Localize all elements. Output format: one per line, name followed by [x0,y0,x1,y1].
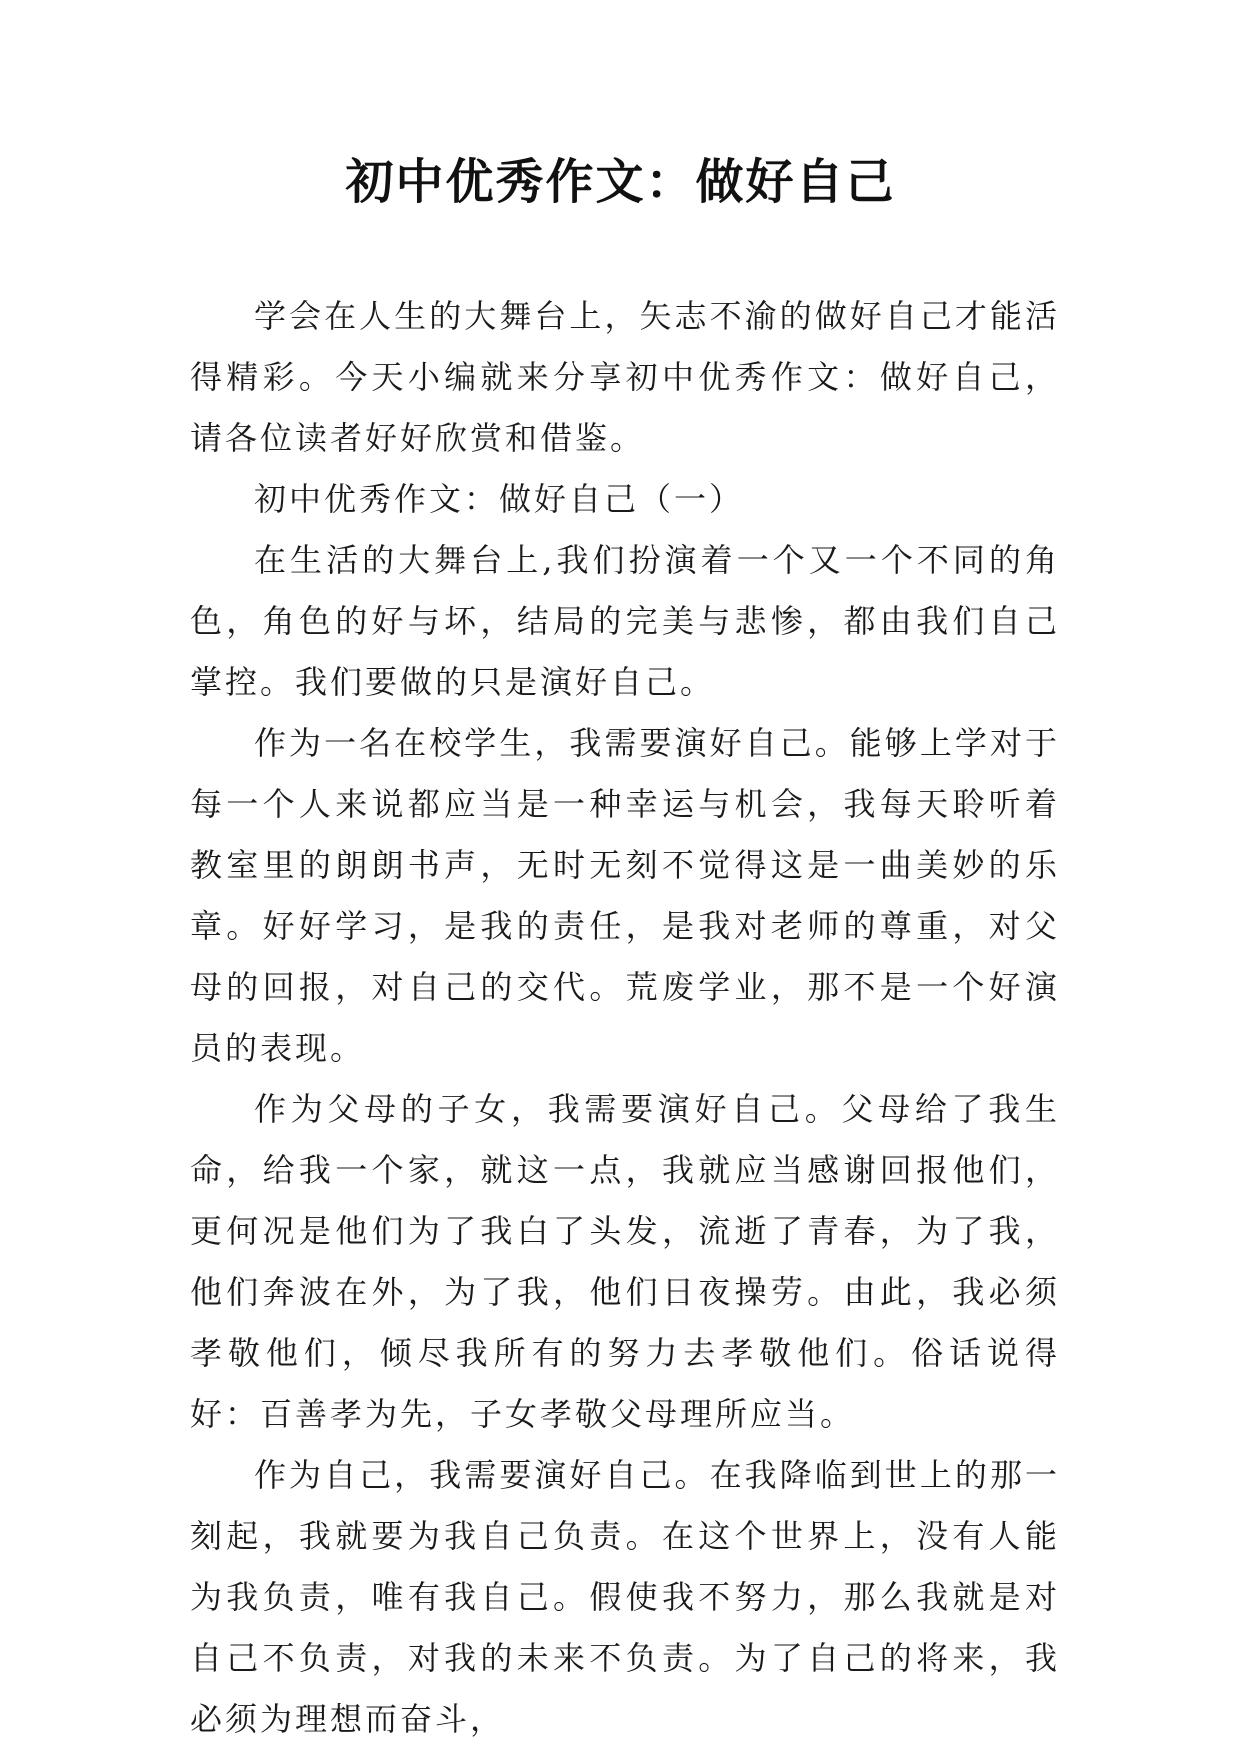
body-paragraph: 在生活的大舞台上,我们扮演着一个又一个不同的角色，角色的好与坏，结局的完美与悲惨，都由我们自己掌控。我们要做的只是演好自己。 [190,541,1060,701]
section-heading: 初中优秀作文：做好自己（一） [254,480,745,518]
document-title: 初中优秀作文：做好自己 [345,154,896,210]
body-paragraph: 作为自己，我需要演好自己。在我降临到世上的那一刻起，我就要为我自己负责。在这个世界上，没有人能为我负责，唯有我自己。假使我不努力，那么我就是对自己不负责，对我的未来不负责。为了自己的将来，我必须为理想而奋斗， [190,1456,1060,1738]
body-paragraph: 作为父母的子女，我需要演好自己。父母给了我生命，给我一个家，就这一点，我就应当感谢回报他们，更何况是他们为了我白了头发，流逝了青春，为了我，他们奔波在外，为了我，他们日夜操劳。由此，我必须孝敬他们，倾尽我所有的努力去孝敬他们。俗话说得好：百善孝为先，子女孝敬父母理所应当。 [190,1090,1060,1433]
body-paragraph: 作为一名在校学生，我需要演好自己。能够上学对于每一个人来说都应当是一种幸运与机会，我每天聆听着教室里的朗朗书声，无时无刻不觉得这是一曲美妙的乐章。好好学习，是我的责任，是我对老师的尊重，对父母的回报，对自己的交代。荒废学业，那不是一个好演员的表现。 [190,724,1060,1067]
document-body [190,286,1060,1750]
intro-paragraph: 学会在人生的大舞台上，矢志不渝的做好自己才能活得精彩。今天小编就来分享初中优秀作文：做好自己，请各位读者好好欣赏和借鉴。 [190,297,1060,457]
